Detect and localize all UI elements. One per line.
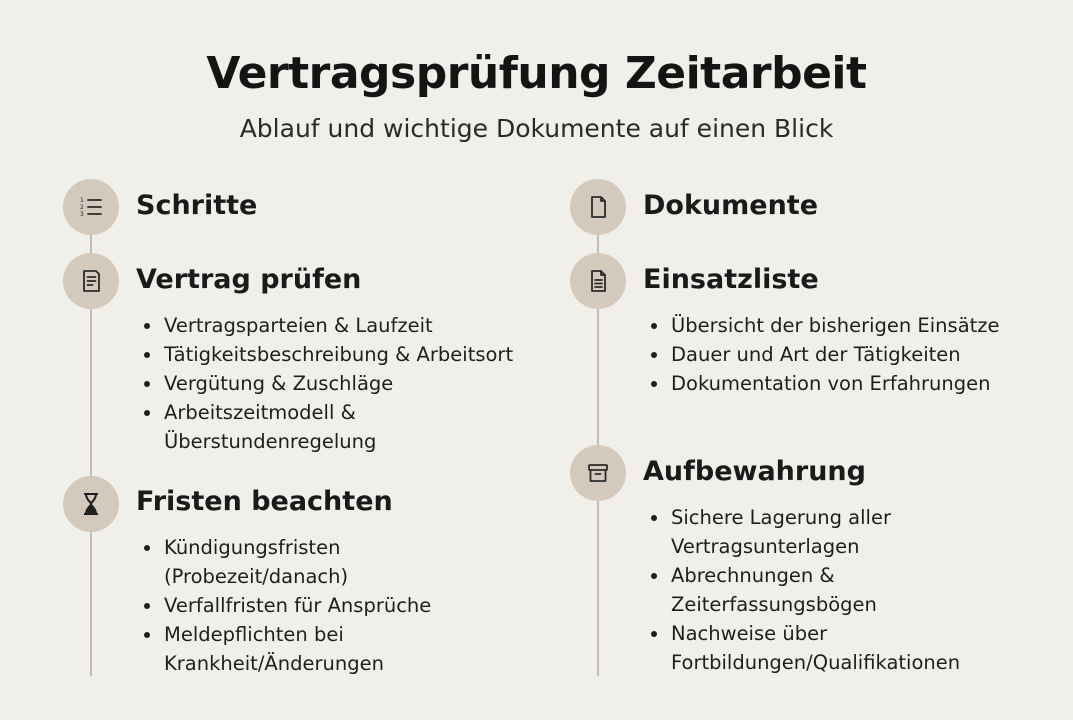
list-item: Tätigkeitsbeschreibung & Arbeitsort xyxy=(140,340,513,369)
page-subtitle: Ablauf und wichtige Dokumente auf einen Blick xyxy=(239,114,834,143)
section-items xyxy=(140,311,513,456)
archive-box-icon xyxy=(570,445,626,501)
numbered-list-icon xyxy=(63,179,119,235)
list-item: Abrechnungen & Zeiterfassungsbögen xyxy=(647,561,960,619)
list-item: Sichere Lagerung aller Vertragsunterlagen xyxy=(647,503,960,561)
left-connector-line xyxy=(90,308,92,476)
list-item: Kündigungsfristen (Probezeit/danach) xyxy=(140,533,431,591)
right-connector-line xyxy=(597,308,599,445)
list-item: Übersicht der bisherigen Einsätze xyxy=(647,311,1000,340)
list-item: Dauer und Art der Tätigkeiten xyxy=(647,340,1000,369)
list-item: Vertragsparteien & Laufzeit xyxy=(140,311,513,340)
hourglass-icon xyxy=(63,476,119,532)
list-item: Arbeitszeitmodell & Überstundenregelung xyxy=(140,398,513,456)
right-connector-line xyxy=(597,500,599,676)
section-title: Einsatzliste xyxy=(643,264,819,295)
list-item: Vergütung & Zuschläge xyxy=(140,369,513,398)
file-text-icon xyxy=(570,253,626,309)
list-item: Verfallfristen für Ansprüche xyxy=(140,591,431,620)
column-title-dokumente: Dokumente xyxy=(643,190,819,221)
section-items xyxy=(647,311,1000,398)
svg-text:3: 3 xyxy=(80,211,84,218)
section-items xyxy=(647,503,960,677)
section-title: Aufbewahrung xyxy=(643,456,866,487)
list-item: Meldepflichten bei Krankheit/Änderungen xyxy=(140,620,431,678)
svg-text:2: 2 xyxy=(80,204,84,211)
right-connector-line xyxy=(597,234,599,254)
list-item: Dokumentation von Erfahrungen xyxy=(647,369,1000,398)
section-items xyxy=(140,533,431,678)
section-title: Fristen beachten xyxy=(136,486,393,517)
section-title: Vertrag prüfen xyxy=(136,264,362,295)
contract-document-icon xyxy=(63,253,119,309)
document-icon xyxy=(570,179,626,235)
svg-text:1: 1 xyxy=(80,197,84,204)
column-title-schritte: Schritte xyxy=(136,190,258,221)
left-connector-line xyxy=(90,234,92,254)
left-connector-line xyxy=(90,530,92,676)
list-item: Nachweise über Fortbildungen/Qualifikationen xyxy=(647,619,960,677)
page-title: Vertragsprüfung Zeitarbeit xyxy=(206,48,867,99)
